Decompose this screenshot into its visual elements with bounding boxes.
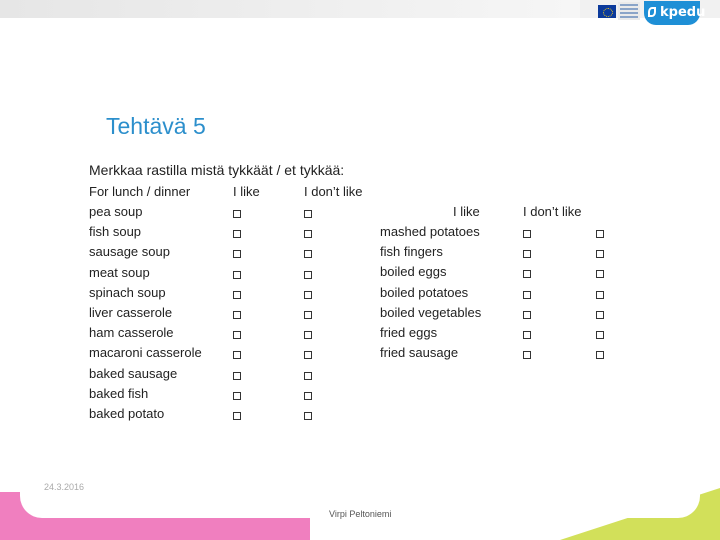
dislike-checkbox[interactable] [304, 271, 312, 279]
left-food-label: baked fish [89, 385, 149, 401]
dislike-checkbox[interactable] [596, 291, 604, 299]
dislike-checkbox[interactable] [596, 351, 604, 359]
right-header-like: I like [453, 204, 480, 219]
dislike-checkbox[interactable] [304, 392, 312, 400]
right-food-label: boiled potatoes [380, 284, 469, 300]
kpedu-logo: kpedu [644, 1, 700, 25]
dislike-checkbox[interactable] [304, 210, 312, 218]
right-food-label: mashed potatoes [380, 224, 480, 239]
like-checkbox[interactable] [233, 250, 241, 258]
dislike-checkbox[interactable] [304, 412, 312, 420]
dislike-checkbox[interactable] [596, 270, 604, 278]
like-checkbox[interactable] [523, 331, 531, 339]
left-food-label: pea soup [89, 204, 143, 219]
slide-title: Tehtävä 5 [106, 113, 206, 139]
dislike-checkbox[interactable] [596, 331, 604, 339]
like-checkbox[interactable] [233, 331, 241, 339]
left-food-label: ham casserole [89, 325, 174, 341]
left-header-food: For lunch / dinner [89, 184, 191, 199]
like-checkbox[interactable] [233, 230, 241, 238]
like-checkbox[interactable] [233, 372, 241, 380]
dislike-checkbox[interactable] [304, 230, 312, 238]
like-checkbox[interactable] [523, 351, 531, 359]
right-food-label: boiled eggs [380, 264, 447, 280]
left-food-label: liver casserole [89, 305, 173, 320]
left-header-dislike: I don’t like [304, 184, 363, 199]
left-food-label: sausage soup [89, 244, 170, 260]
dislike-checkbox[interactable] [596, 311, 604, 319]
dislike-checkbox[interactable] [596, 230, 604, 238]
like-checkbox[interactable] [233, 412, 241, 420]
dislike-checkbox[interactable] [596, 250, 604, 258]
left-food-label: macaroni casserole [89, 345, 202, 361]
left-food-label: fish soup [89, 224, 142, 240]
footer-date: 24.3.2016 [44, 482, 85, 492]
left-food-label: baked sausage [89, 365, 178, 381]
funder-logo-icon [618, 2, 640, 20]
like-checkbox[interactable] [233, 210, 241, 218]
like-checkbox[interactable] [523, 311, 531, 319]
right-food-label: fish fingers [380, 244, 443, 260]
like-checkbox[interactable] [523, 230, 531, 238]
dislike-checkbox[interactable] [304, 372, 312, 380]
like-checkbox[interactable] [523, 270, 531, 278]
right-food-label: fried sausage [380, 345, 459, 361]
footer-author: Virpi Peltoniemi [329, 509, 392, 519]
like-checkbox[interactable] [523, 250, 531, 258]
eu-flag-icon [598, 5, 616, 18]
right-food-label: boiled vegetables [380, 304, 482, 320]
dislike-checkbox[interactable] [304, 250, 312, 258]
dislike-checkbox[interactable] [304, 331, 312, 339]
left-food-label: baked potato [89, 406, 165, 421]
like-checkbox[interactable] [233, 291, 241, 299]
like-checkbox[interactable] [233, 311, 241, 319]
like-checkbox[interactable] [233, 392, 241, 400]
right-header-dislike: I don’t like [523, 204, 582, 219]
dislike-checkbox[interactable] [304, 311, 312, 319]
like-checkbox[interactable] [233, 271, 241, 279]
dislike-checkbox[interactable] [304, 291, 312, 299]
top-bar-shade [0, 0, 580, 18]
left-food-label: spinach soup [89, 284, 166, 300]
dislike-checkbox[interactable] [304, 351, 312, 359]
left-header-like: I like [233, 184, 260, 199]
like-checkbox[interactable] [523, 291, 531, 299]
instruction-text: Merkkaa rastilla mistä tykkäät / et tykkää: [89, 162, 345, 178]
logo-area [592, 0, 720, 26]
right-food-label: fried eggs [380, 325, 438, 340]
like-checkbox[interactable] [233, 351, 241, 359]
left-food-label: meat soup [89, 264, 150, 280]
